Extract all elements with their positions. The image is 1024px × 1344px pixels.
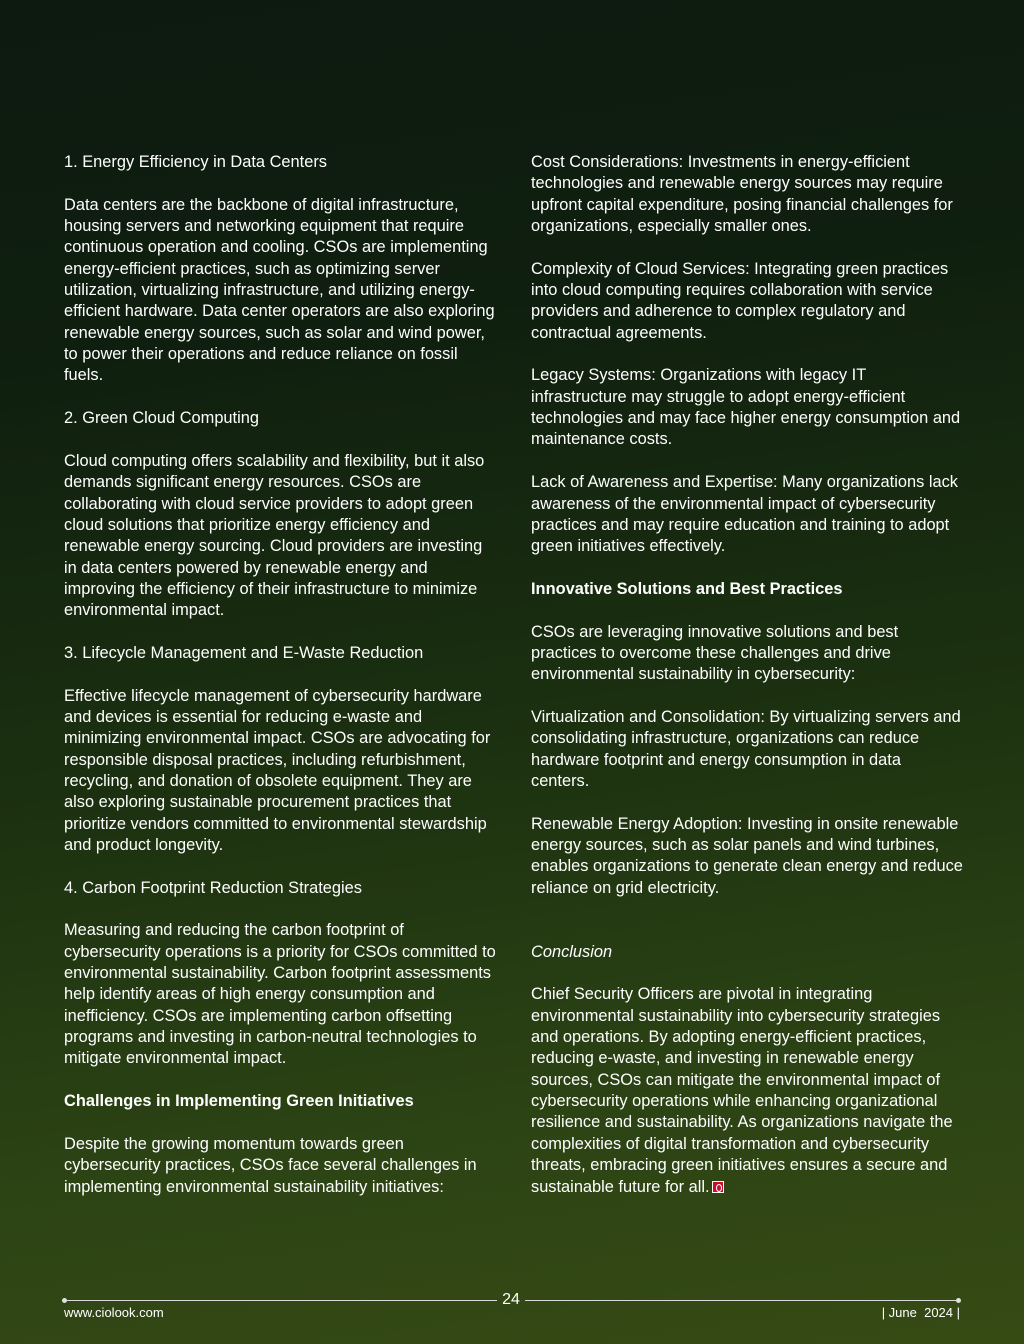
paragraph-cost-considerations: Cost Considerations: Investments in energy-efficient technologies and renewable energy sources may require upfront capital expenditure, posing financial challenges for organizations, especially smaller ones. — [531, 153, 953, 236]
paragraph-renewable-adoption: Renewable Energy Adoption: Investing in onsite renewable energy sources, such as solar panels and wind turbines, enables organizations to generate clean energy and reduce reliance on grid electricity. — [531, 814, 963, 897]
heading-challenges: Challenges in Implementing Green Initiatives — [64, 1092, 414, 1111]
website-url: www.ciolook.com — [64, 1305, 164, 1320]
heading-energy-efficiency: 1. Energy Efficiency in Data Centers — [64, 153, 327, 171]
heading-conclusion: Conclusion — [531, 942, 613, 961]
heading-carbon-footprint: 4. Carbon Footprint Reduction Strategies — [64, 878, 362, 897]
heading-lifecycle: 3. Lifecycle Management and E-Waste Reduction — [64, 643, 424, 662]
footer-rule-dot-right — [956, 1298, 961, 1303]
conclusion-text: Chief Security Officers are pivotal in integrating environmental sustainability into cybersecurity strategies and operations. By adopting energy-efficient practices, reducing e-waste, and investing in renewable energy sources, CSOs can mitigate the environmental impact of cybersecurity operations while enhancing organizational resilience and sustainability. As organizations navigate the complexities of digital transformation and cybersecurity threats, embracing green initiatives ensures a secure and sustainable future for all. — [531, 985, 953, 1196]
paragraph-green-cloud: Cloud computing offers scalability and flexibility, but it also demands significant energy resources. CSOs are collaborating with cloud service providers to adopt green cloud solutions that prioritize energy efficiency and renewable energy sourcing. Cloud providers are investing in data centers powered by renewable energy and improving the efficiency of their infrastructure to minimize environmental impact. — [64, 451, 485, 620]
issue-date: | June 2024 | — [881, 1305, 960, 1320]
paragraph-legacy-systems: Legacy Systems: Organizations with legacy IT infrastructure may struggle to adopt energy-efficient technologies and may face higher energy consumption and maintenance costs. — [531, 366, 961, 449]
paragraph-challenges-intro: Despite the growing momentum towards green cybersecurity practices, CSOs face several challenges in implementing environmental sustainability initiatives: — [64, 1134, 477, 1196]
paragraph-lifecycle: Effective lifecycle management of cybersecurity hardware and devices is essential for reducing e-waste and minimizing environmental impact. CSOs are advocating for responsible disposal practices, including refurbishment, recycling, and donation of obsolete equipment. They are also exploring sustainable procurement practices that prioritize vendors committed to environmental stewardship and product longevity. — [64, 686, 491, 854]
right-column — [531, 152, 963, 1219]
paragraph-cloud-complexity: Complexity of Cloud Services: Integrating green practices into cloud computing requires collaboration with service providers and adherence to complex regulatory and contractual agreements. — [531, 259, 949, 342]
page-number: 24 — [502, 1291, 520, 1308]
paragraph-lack-of-awareness: Lack of Awareness and Expertise: Many organizations lack awareness of the environmental impact of cybersecurity practices and may require education and training to adopt green initiatives effectively. — [531, 473, 958, 556]
heading-innovative-solutions: Innovative Solutions and Best Practices — [531, 579, 843, 598]
footer-rule-dot-left — [62, 1298, 67, 1303]
ciolook-end-mark-icon — [712, 1181, 724, 1193]
paragraph-virtualization: Virtualization and Consolidation: By virtualizing servers and consolidating infrastructure, organizations can reduce hardware footprint and energy consumption in data centers. — [531, 707, 961, 790]
footer-rule-left — [64, 1300, 497, 1301]
footer-rule-right — [525, 1300, 958, 1301]
paragraph-solutions-intro: CSOs are leveraging innovative solutions and best practices to overcome these challenges and drive environmental sustainability in cybersecurity: — [531, 622, 899, 684]
paragraph-conclusion — [531, 984, 963, 1197]
paragraph-energy-efficiency: Data centers are the backbone of digital infrastructure, housing servers and networking equipment that require continuous operation and cooling. CSOs are implementing energy-efficient practices, such as optimizing server utilization, virtualizing infrastructure, and utilizing energy-efficient hardware. Data center operators are also exploring renewable energy sources, such as solar and wind power, to power their operations and reduce reliance on fossil fuels. — [64, 195, 495, 385]
left-column — [64, 152, 496, 1219]
paragraph-carbon-footprint: Measuring and reducing the carbon footprint of cybersecurity operations is a priority for CSOs committed to environmental sustainability. Carbon footprint assessments help identify areas of high energy consumption and inefficiency. CSOs are implementing carbon offsetting programs and investing in carbon-neutral technologies to mitigate environmental impact. — [64, 921, 496, 1068]
heading-green-cloud: 2. Green Cloud Computing — [64, 409, 259, 428]
